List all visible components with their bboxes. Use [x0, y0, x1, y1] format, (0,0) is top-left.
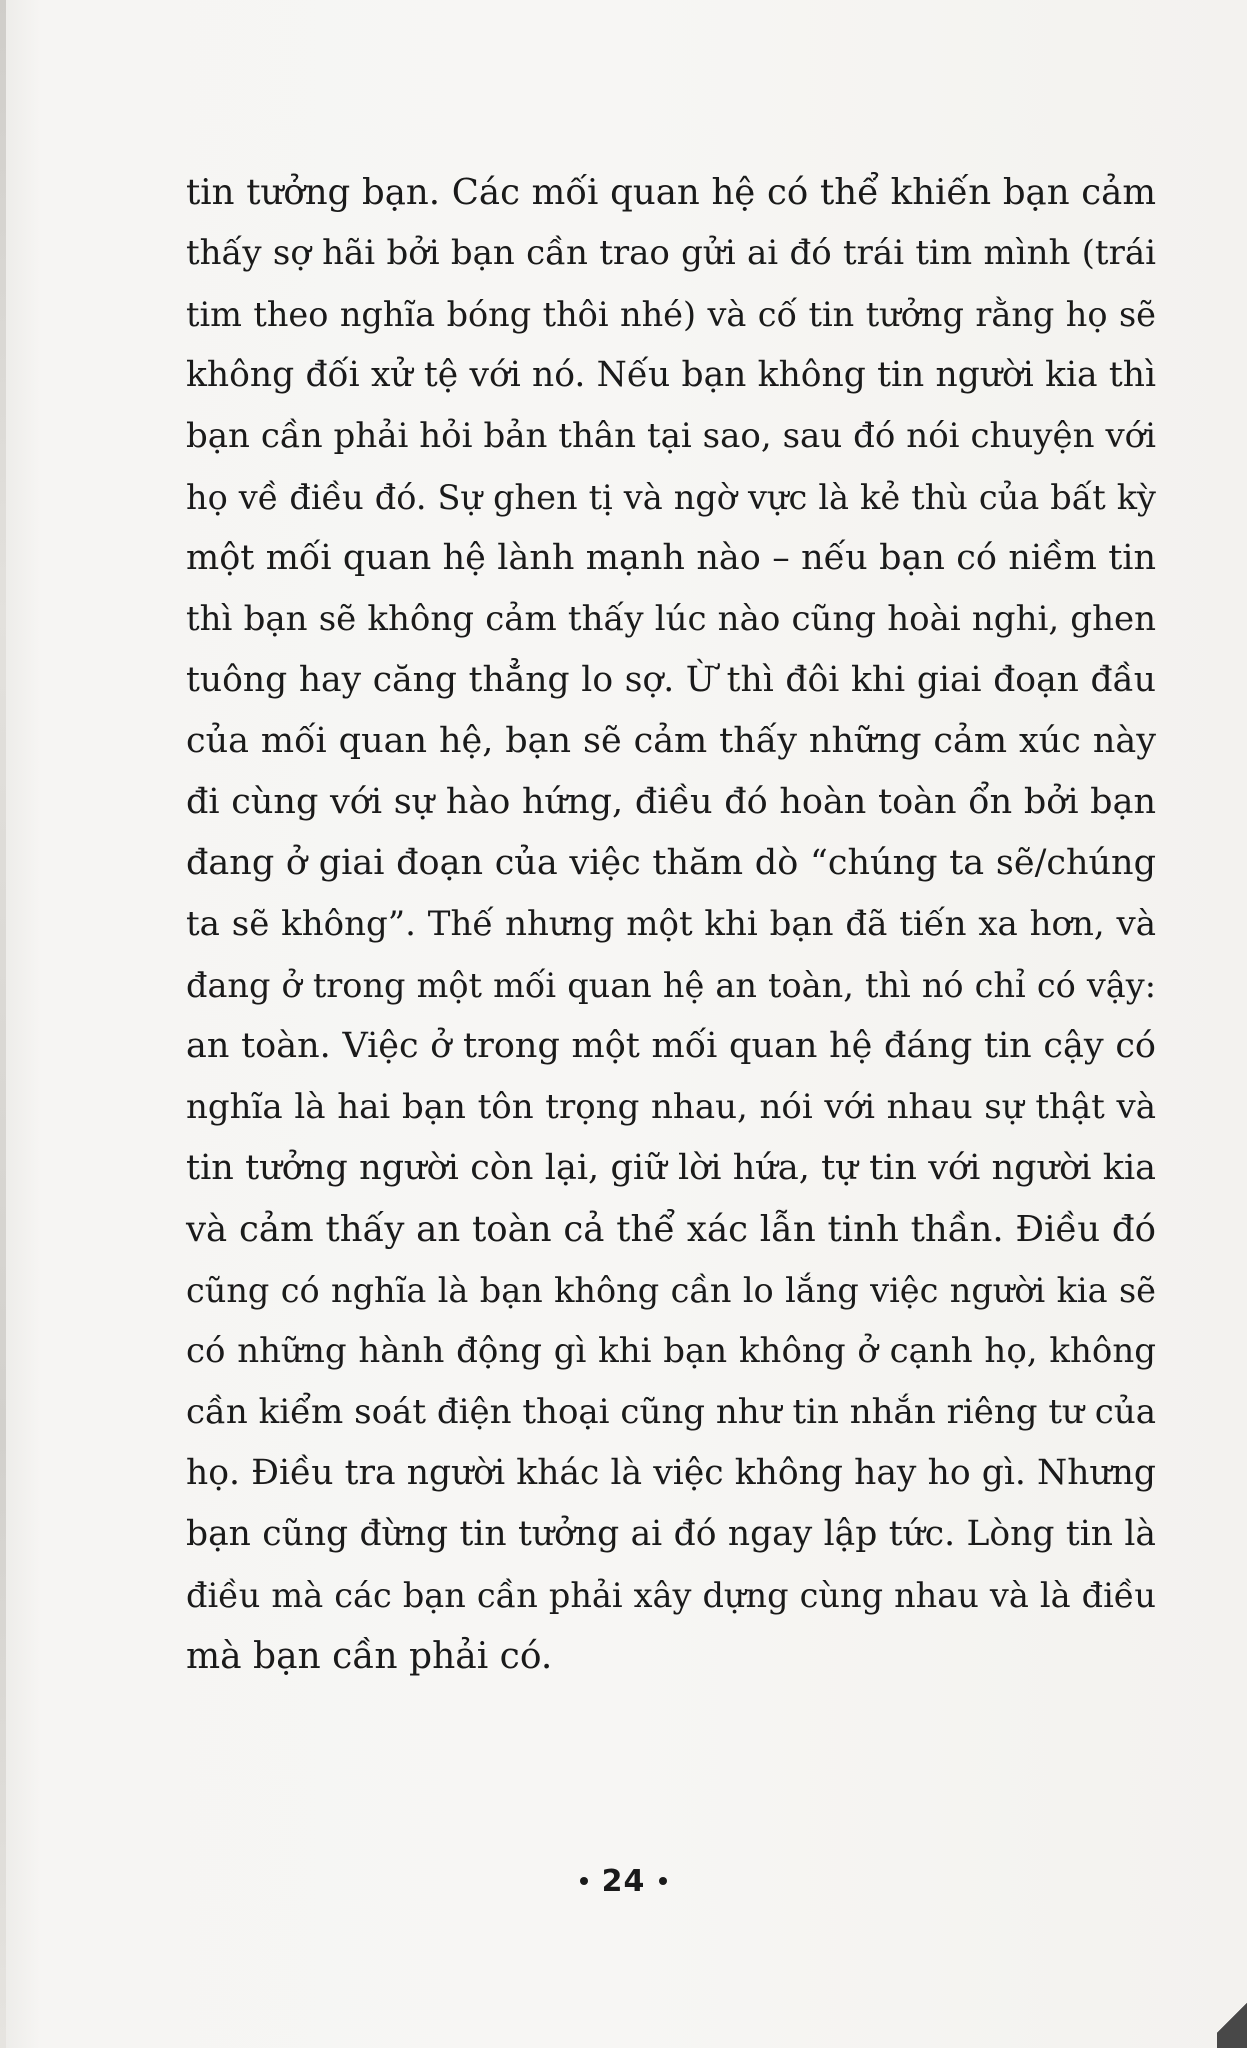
text-line: họ. Điều tra người khác là việc không hay ho gì. Nhưng	[186, 1453, 1156, 1493]
text-line: tim theo nghĩa bóng thôi nhé) và cố tin tưởng rằng họ sẽ	[186, 295, 1156, 334]
page-number	[0, 1864, 1247, 1899]
bullet-dot-icon	[659, 1877, 667, 1885]
text-line: tin tưởng người còn lại, giữ lời hứa, tự tin với người kia	[186, 1148, 1156, 1188]
text-line: thì bạn sẽ không cảm thấy lúc nào cũng hoài nghi, ghen	[186, 599, 1156, 639]
text-line: họ về điều đó. Sự ghen tị và ngờ vực là kẻ thù của bất kỳ	[186, 478, 1156, 517]
text-line: điều mà các bạn cần phải xây dựng cùng nhau và là điều	[186, 1576, 1156, 1615]
text-line: thấy sợ hãi bởi bạn cần trao gửi ai đó trái tim mình (trái	[186, 233, 1156, 273]
text-line: cũng có nghĩa là bạn không cần lo lắng việc người kia sẽ	[186, 1271, 1156, 1310]
text-line: nghĩa là hai bạn tôn trọng nhau, nói với nhau sự thật và	[186, 1087, 1156, 1127]
text-line: bạn cần phải hỏi bản thân tại sao, sau đó nói chuyện với	[186, 416, 1156, 456]
text-line: bạn cũng đừng tin tưởng ai đó ngay lập tức. Lòng tin là	[186, 1514, 1156, 1554]
text-line: tuông hay căng thẳng lo sợ. Ừ thì đôi khi giai đoạn đầu	[186, 660, 1156, 700]
text-line: cần kiểm soát điện thoại cũng như tin nhắn riêng tư của	[186, 1392, 1156, 1432]
text-line: có những hành động gì khi bạn không ở cạnh họ, không	[186, 1331, 1156, 1371]
text-line: và cảm thấy an toàn cả thể xác lẫn tinh thần. Điều đó	[186, 1209, 1156, 1250]
text-line: của mối quan hệ, bạn sẽ cảm thấy những cảm xúc này	[186, 721, 1156, 761]
page-number-value: 24	[601, 1864, 646, 1899]
text-line: tin tưởng bạn. Các mối quan hệ có thể khiến bạn cảm	[186, 172, 1156, 213]
text-line: không đối xử tệ với nó. Nếu bạn không tin người kia thì	[186, 355, 1156, 395]
text-line: mà bạn cần phải có.	[186, 1636, 553, 1677]
body-text	[186, 162, 1156, 1687]
text-line: đang ở trong một mối quan hệ an toàn, thì nó chỉ có vậy:	[186, 966, 1156, 1005]
bullet-dot-icon	[580, 1877, 588, 1885]
page-corner-shadow	[1217, 1988, 1247, 2048]
text-line: một mối quan hệ lành mạnh nào – nếu bạn có niềm tin	[186, 538, 1156, 578]
page-binding-edge	[0, 0, 6, 2048]
text-line: đang ở giai đoạn của việc thăm dò “chúng ta sẽ/chúng	[186, 843, 1156, 883]
text-line: an toàn. Việc ở trong một mối quan hệ đáng tin cậy có	[186, 1026, 1156, 1066]
text-line: ta sẽ không”. Thế nhưng một khi bạn đã tiến xa hơn, và	[186, 904, 1156, 944]
text-line: đi cùng với sự hào hứng, điều đó hoàn toàn ổn bởi bạn	[186, 782, 1156, 822]
